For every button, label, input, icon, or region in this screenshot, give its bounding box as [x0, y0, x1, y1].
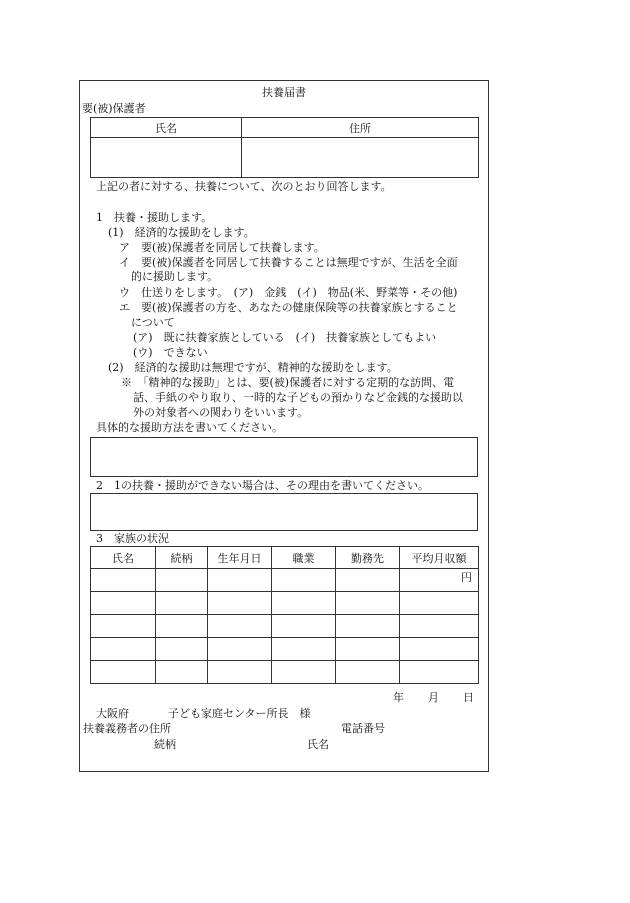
table-cell[interactable]	[91, 661, 156, 684]
section1-option-u: ウ 仕送りをします。 (ア) 金銭 (イ) 物品(米、野菜等・その他)	[119, 286, 458, 299]
table-cell[interactable]	[336, 638, 400, 661]
prefecture-label: 大阪府	[96, 707, 129, 720]
table-cell[interactable]	[400, 638, 479, 661]
reason-input-box[interactable]	[90, 493, 478, 531]
table-row	[91, 638, 479, 661]
family-table	[90, 546, 479, 684]
section1-option-i-cont: 的に援助します。	[131, 270, 219, 283]
table-cell[interactable]	[400, 615, 479, 638]
section1-note-line2: 話、手紙のやり取り、一時的な子どもの預かりなど金銭的な援助以	[133, 391, 463, 404]
section1-note-line1: ※ 「精神的な援助」とは、要(被)保護者に対する定期的な訪問、電	[121, 376, 455, 389]
recipient-address-cell[interactable]	[242, 138, 479, 178]
method-input-box[interactable]	[90, 437, 478, 477]
section1-option-e-cont: について	[131, 316, 175, 329]
phone-label: 電話番号	[341, 722, 385, 735]
method-prompt: 具体的な援助方法を書いてください。	[96, 421, 283, 434]
section1-heading: 1 扶養・援助します。	[96, 211, 213, 224]
family-header-occupation: 職業	[272, 547, 336, 569]
table-cell[interactable]	[208, 569, 272, 592]
intro-text: 上記の者に対する、扶養について、次のとおり回答します。	[96, 180, 392, 193]
family-header-workplace: 勤務先	[336, 547, 400, 569]
table-cell[interactable]	[336, 615, 400, 638]
table-cell[interactable]	[400, 661, 479, 684]
table-cell[interactable]	[156, 615, 208, 638]
table-cell[interactable]	[156, 569, 208, 592]
table-cell[interactable]	[272, 569, 336, 592]
table-cell[interactable]	[336, 569, 400, 592]
table-cell[interactable]	[91, 638, 156, 661]
section2-heading: 2 1の扶養・援助ができない場合は、その理由を書いてください。	[96, 479, 429, 492]
date-month-label: 月	[428, 691, 439, 704]
table-cell[interactable]	[272, 661, 336, 684]
table-cell[interactable]	[272, 615, 336, 638]
table-cell[interactable]	[400, 592, 479, 615]
date-day-label: 日	[463, 691, 474, 704]
table-cell[interactable]	[91, 615, 156, 638]
recipient-address-header: 住所	[242, 118, 479, 138]
recipient-name-cell[interactable]	[91, 138, 242, 178]
recipient-table	[90, 117, 479, 178]
table-cell[interactable]	[91, 569, 156, 592]
section1-option-e: エ 要(被)保護者の方を、あなたの健康保険等の扶養家族とすること	[119, 301, 458, 314]
family-header-relation: 続柄	[156, 547, 208, 569]
form-title: 扶養届書	[262, 86, 306, 99]
section1-item2: (2) 経済的な援助は無理ですが、精神的な援助をします。	[108, 361, 398, 374]
table-cell[interactable]	[156, 638, 208, 661]
addressee-label: 子ども家庭センター所長 様	[168, 707, 311, 720]
section1-option-i: イ 要(被)保護者を同居して扶養することは無理ですが、生活を全面	[119, 256, 458, 269]
date-year-label: 年	[393, 691, 404, 704]
relation-label: 続柄	[154, 738, 176, 751]
family-header-income: 平均月収額	[400, 547, 479, 569]
table-cell[interactable]	[208, 615, 272, 638]
section1-option-a: ア 要(被)保護者を同居して扶養します。	[119, 241, 325, 254]
signer-name-label: 氏名	[307, 738, 329, 751]
recipient-name-header: 氏名	[91, 118, 242, 138]
table-row	[91, 661, 479, 684]
income-yen-cell[interactable]: 円	[400, 569, 479, 592]
table-cell[interactable]	[208, 661, 272, 684]
section1-option-e-choices: (ア) 既に扶養家族としている (イ) 扶養家族としてもよい	[133, 331, 437, 344]
table-cell[interactable]	[91, 592, 156, 615]
family-header-name: 氏名	[91, 547, 156, 569]
section1-option-e-choice-u: (ウ) できない	[133, 346, 208, 359]
section1-note-line3: 外の対象者への関わりをいいます。	[133, 406, 309, 419]
table-cell[interactable]	[156, 661, 208, 684]
table-cell[interactable]	[208, 592, 272, 615]
obligor-address-label: 扶養義務者の住所	[83, 722, 171, 735]
table-cell[interactable]	[272, 592, 336, 615]
table-row	[91, 592, 479, 615]
table-row	[91, 569, 479, 592]
table-cell[interactable]	[156, 592, 208, 615]
table-cell[interactable]	[336, 661, 400, 684]
table-cell[interactable]	[208, 638, 272, 661]
family-header-birthdate: 生年月日	[208, 547, 272, 569]
section1-item1: (1) 経済的な援助をします。	[108, 226, 255, 239]
table-cell[interactable]	[336, 592, 400, 615]
table-row	[91, 615, 479, 638]
section3-heading: 3 家族の状況	[96, 532, 169, 545]
table-cell[interactable]	[272, 638, 336, 661]
recipient-label: 要(被)保護者	[82, 102, 146, 115]
